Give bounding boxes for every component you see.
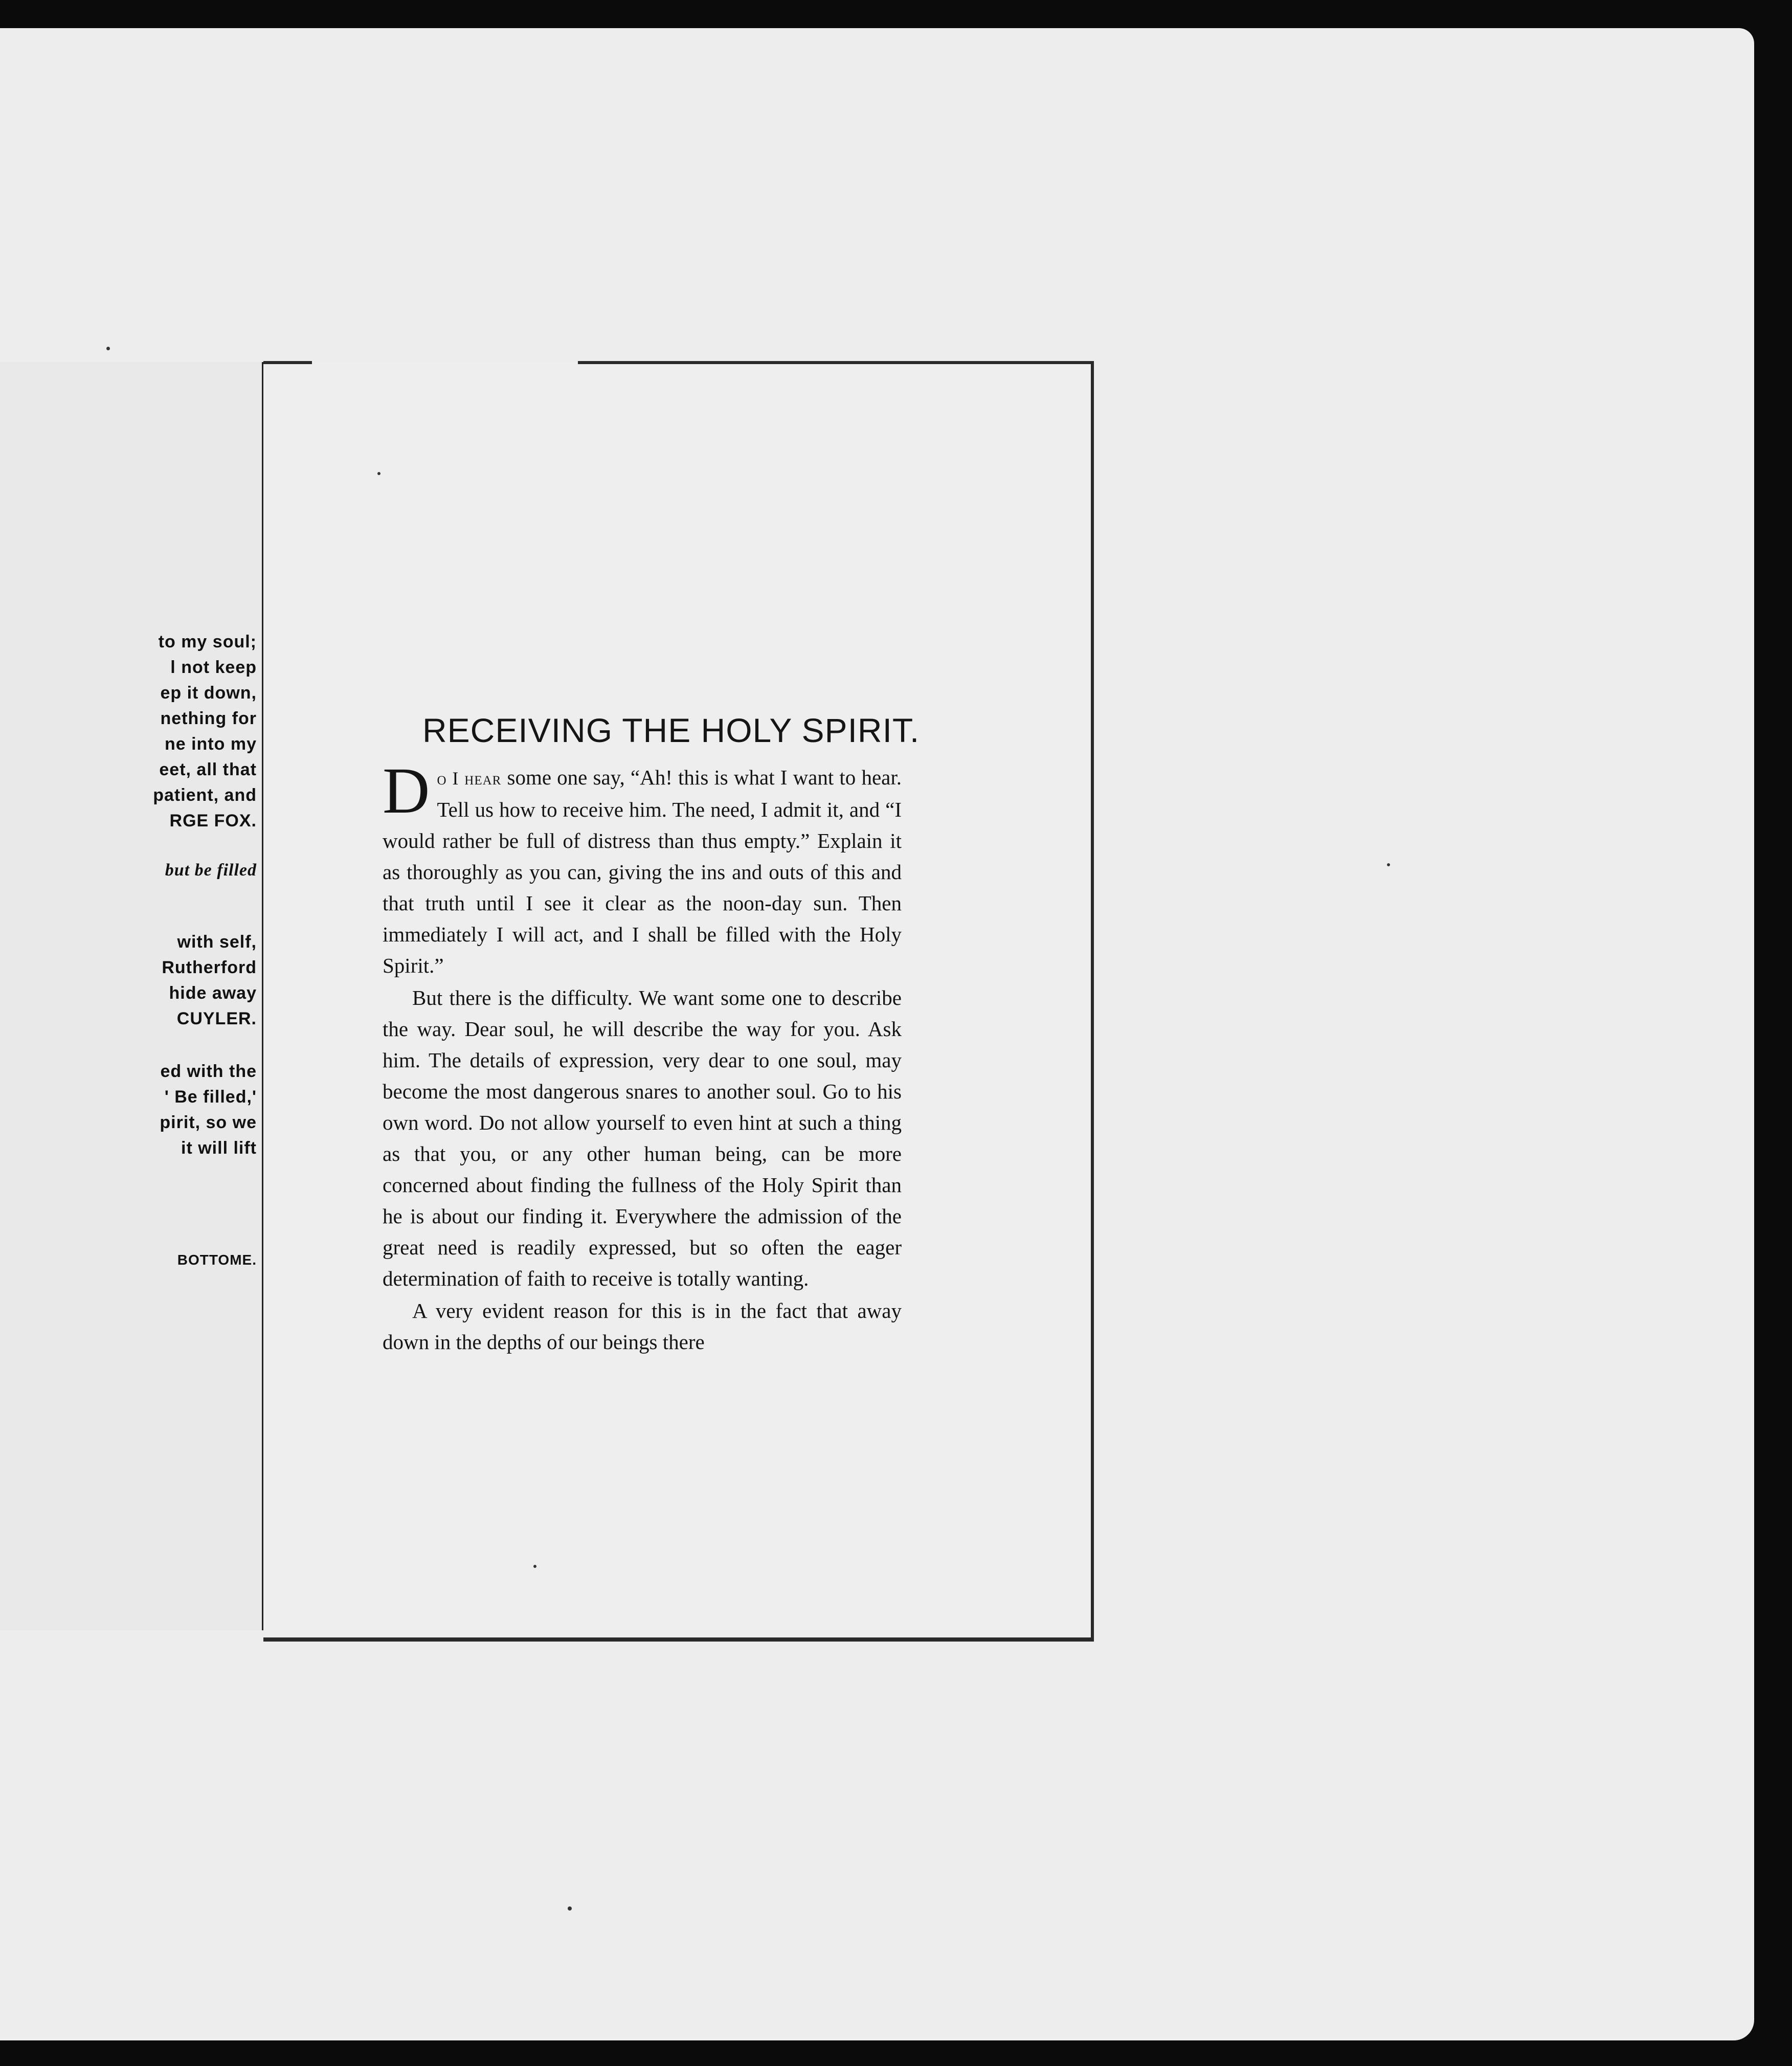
left-page-attribution: CUYLER. <box>176 1009 257 1028</box>
scan-speck <box>568 1906 572 1911</box>
left-page-line: but be filled <box>165 861 257 880</box>
opening-small-caps: o I hear <box>437 768 502 789</box>
scan-border-bottom <box>0 2040 1792 2066</box>
paragraph-3: A very evident reason for this is in the fact that away down in the depths of our beings there <box>383 1299 902 1354</box>
scan-border-top <box>0 0 1792 31</box>
paragraph-1 <box>383 754 902 981</box>
left-page-line: l not keep <box>170 658 257 677</box>
left-page-line: pirit, so we <box>160 1113 257 1132</box>
left-page-line: ep it down, <box>160 683 257 703</box>
scan-speck <box>377 472 380 475</box>
paragraph-1-text: some one say, “Ah! this is what I want to hear. Tell us how to receive him. The need, I admit it, and “I would rather be full of distress than thus empty.” Explain it as thoroughly as you can, giving the ins and outs of this and that truth until I see it clear as the noon-day sun. Then immediately I will act, and I shall be filled with the Holy Spirit.” <box>383 766 902 977</box>
left-page-line: to my soul; <box>158 632 257 652</box>
left-page-line: nething for <box>160 709 257 728</box>
left-page-line: it will lift <box>181 1138 257 1158</box>
left-page-line: ' Be filled,' <box>164 1087 257 1107</box>
left-page-attribution: BOTTOME. <box>177 1252 257 1268</box>
scan-speck <box>106 347 110 350</box>
left-page-line: eet, all that <box>159 760 257 779</box>
paragraph-2: But there is the difficulty. We want some one to describe the way. Dear soul, he will describe the way for you. Ask him. The details of expression, very dear to one soul, may become the most dangerous snares to another soul. Go to his own word. Do not allow yourself to even hint at such a thing as that you, or any other human being, can be more concerned about finding the fullness of the Holy Spirit than he is about our finding it. Everywhere the admission of the great need is readily expressed, but so often the eager determination of faith to receive is totally wanting. <box>383 986 902 1290</box>
scan-speck <box>533 1565 536 1568</box>
scan-border-right <box>1754 0 1792 2066</box>
page-title: RECEIVING THE HOLY SPIRIT. <box>422 711 920 749</box>
body-text <box>383 754 902 1358</box>
previous-page-fragment <box>0 362 265 1630</box>
left-page-line: patient, and <box>153 785 257 805</box>
top-rule-gap <box>312 361 578 364</box>
left-page-line: ne into my <box>164 734 257 754</box>
drop-cap: D <box>383 754 430 827</box>
left-page-line: Rutherford <box>162 958 257 977</box>
left-page-line: with self, <box>177 932 257 952</box>
left-page-line: ed with the <box>160 1062 257 1081</box>
left-page-line: hide away <box>169 983 257 1003</box>
scan-speck <box>1387 863 1390 866</box>
left-page-attribution: RGE FOX. <box>169 811 257 830</box>
